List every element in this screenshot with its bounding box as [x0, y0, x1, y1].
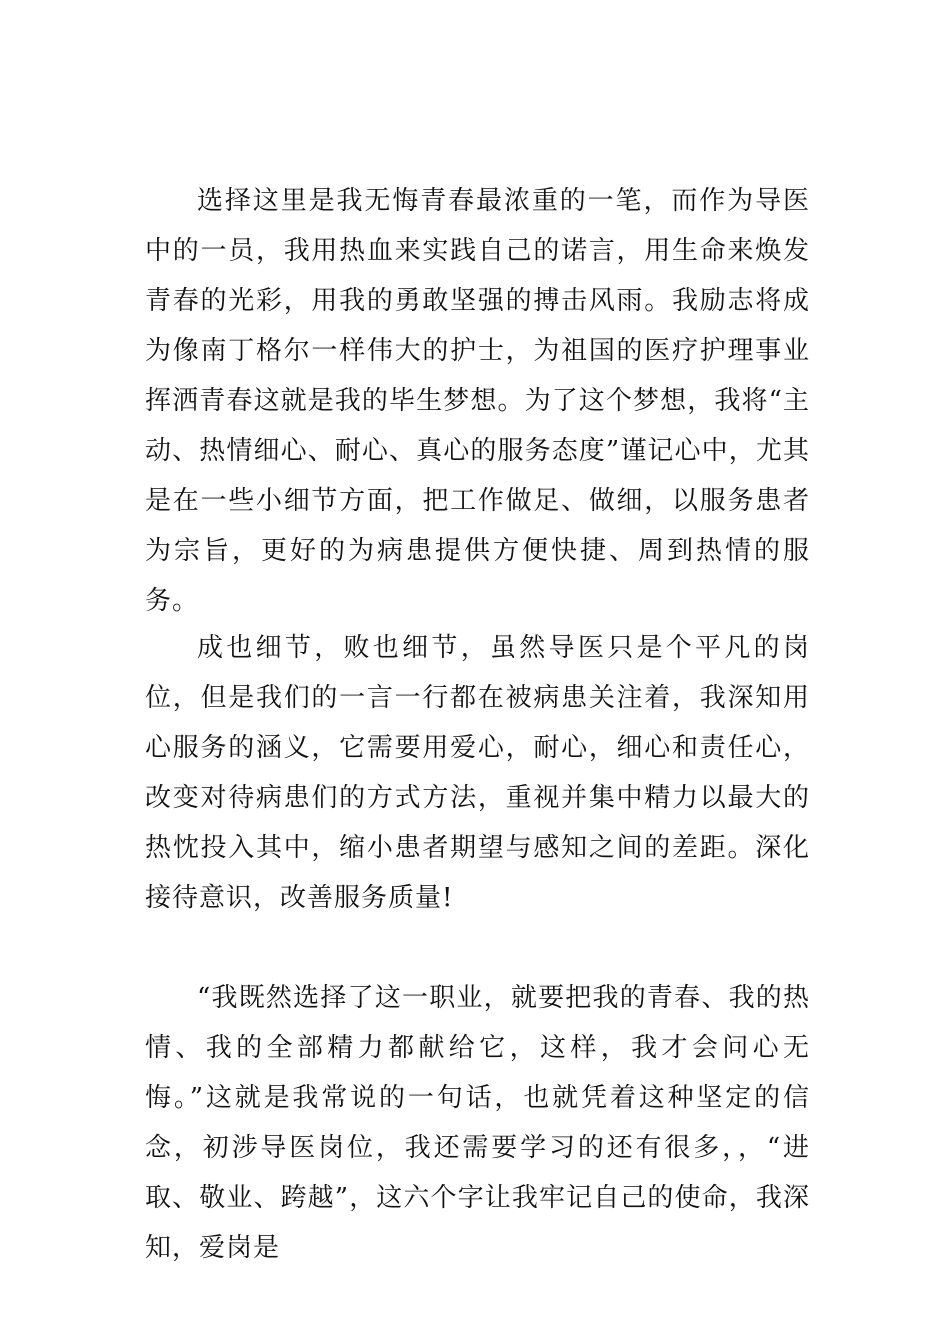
paragraph-3: “我既然选择了这一职业，就要把我的青春、我的热情、我的全部精力都献给它，这样，我才会问心无悔。”这就是我常说的一句话，也就凭着这种坚定的信念，初涉导医岗位，我还需要学习的还有很多，，“进取、敬业、跨越”，这六个字让我牢记自己的使命，我深知，爱岗是 — [145, 983, 810, 1263]
paragraph-1: 选择这里是我无悔青春最浓重的一笔，而作为导医中的一员，我用热血来实践自己的诺言，用生命来焕发青春的光彩，用我的勇敢坚强的搏击风雨。我励志将成为像南丁格尔一样伟大的护士，为祖国的医疗护理事业挥洒青春这就是我的毕生梦想。为了这个梦想，我将“主动、热情细心、耐心、真心的服务态度”谨记心中，尤其是在一些小细节方面，把工作做足、做细，以服务患者为宗旨，更好的为病患提供方便快捷、周到热情的服务。 — [145, 186, 810, 616]
paragraph-2: 成也细节，败也细节，虽然导医只是个平凡的岗位，但是我们的一言一行都在被病患关注着，我深知用心服务的涵义，它需要用爱心，耐心，细心和责任心，改变对待病患们的方式方法，重视并集中精力以最大的热忱投入其中，缩小患者期望与感知之间的差距。深化接待意识，改善服务质量! — [145, 633, 810, 913]
